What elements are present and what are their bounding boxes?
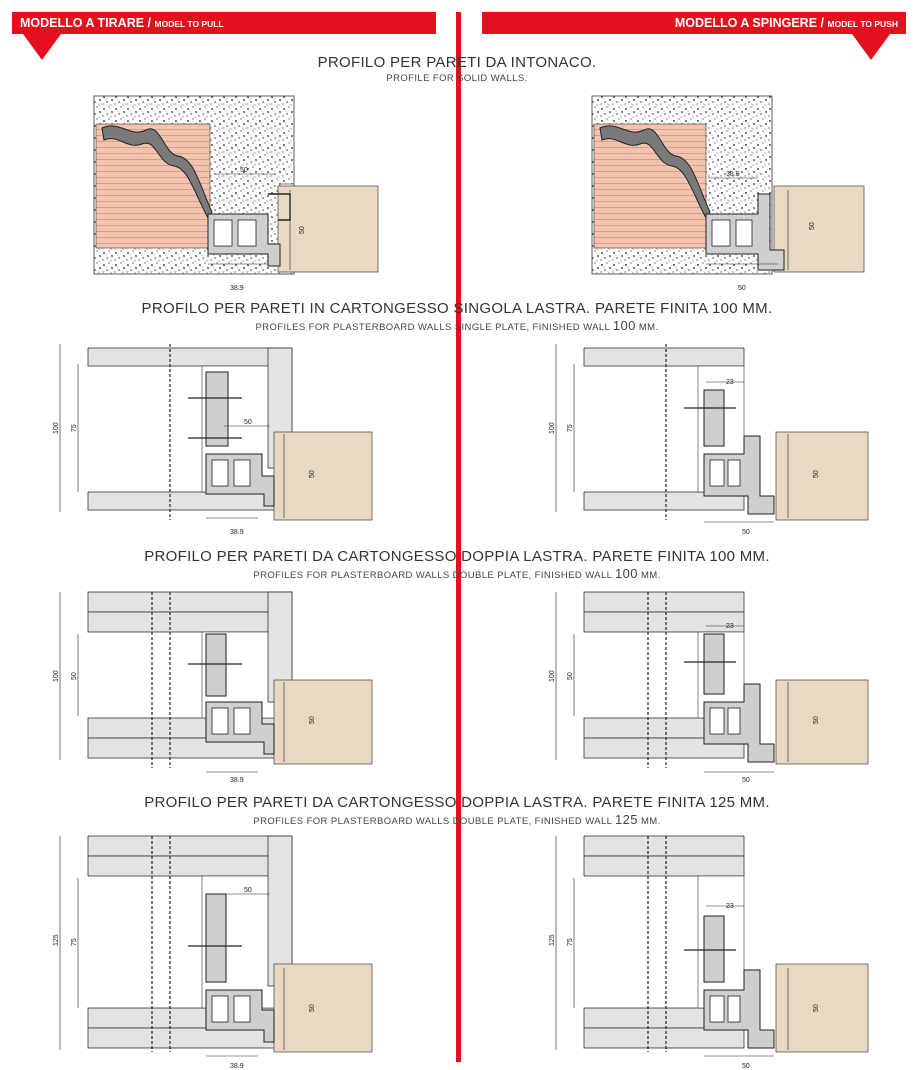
section-3-subtitle-size: 100 [615,566,638,581]
dim-50-side: 50 [813,716,820,724]
dim-38-9: 38.9 [230,285,244,292]
diagram-double-plate-100-pull [52,590,372,790]
section-1-title: PROFILO PER PARETI DA INTONACO. [317,54,597,71]
dim-100: 100 [53,422,60,434]
diagram-double-plate-100-push [548,590,868,790]
dim-100: 100 [53,670,60,682]
section-1-subtitle-text: PROFILE FOR SOLID WALLS. [386,73,528,84]
dim-50-top: 50 [240,167,248,174]
section-3-subtitle [0,566,914,581]
center-divider [456,12,461,1062]
dim-50-side: 50 [309,716,316,724]
dim-100: 100 [549,670,556,682]
dim-125: 125 [549,934,556,946]
section-2-title: PROFILO PER PARETI IN CARTONGESSO SINGOLA LASTRA. PARETE FINITA 100 MM. [141,300,773,317]
dim-75: 75 [567,938,574,946]
dim-23: 23 [726,623,734,630]
diagram-double-plate-125-pull [52,834,372,1070]
banner-model-to-pull [12,12,436,34]
section-3-subtitle-text: PROFILES FOR PLASTERBOARD WALLS DOUBLE PLATE, FINISHED WALL [253,570,612,581]
section-3-subtitle-unit: MM. [640,570,661,581]
dim-75: 75 [567,424,574,432]
section-4-subtitle [0,812,914,827]
dim-125: 125 [53,934,60,946]
diagram-solid-wall-pull [90,94,370,294]
dim-75: 75 [71,938,78,946]
section-1-subtitle [0,73,914,84]
dim-50-bottom: 50 [742,529,750,536]
banner-right-sub: MODEL TO PUSH [827,19,898,29]
dim-23: 23 [726,903,734,910]
section-4-subtitle-unit: MM. [640,816,661,827]
banner-left-sub: MODEL TO PULL [154,19,224,29]
banner-right-main: MODELLO A SPINGERE / [674,16,824,30]
dim-50-top: 50 [244,887,252,894]
banner-left-main: MODELLO A TIRARE / [20,16,152,30]
dim-50-side: 50 [813,1004,820,1012]
section-2-subtitle-text: PROFILES FOR PLASTERBOARD WALLS SINGLE PLATE, FINISHED WALL [255,322,610,333]
dim-50-inner: 50 [71,672,78,680]
section-4-title: PROFILO PER PARETI DA CARTONGESSO DOPPIA LASTRA. PARETE FINITA 125 MM. [144,794,770,811]
diagram-single-plate-push [548,342,868,542]
dim-38-9-top: 38.9 [726,171,740,178]
dim-50-inner: 50 [567,672,574,680]
dim-100: 100 [549,422,556,434]
dim-50-side: 50 [309,470,316,478]
section-2-subtitle-size: 100 [612,318,636,333]
dim-50-side: 50 [813,470,820,478]
dim-38-9: 38.9 [230,529,244,536]
dim-38-9: 38.9 [230,777,244,784]
section-2-subtitle [0,318,914,333]
dim-50-mid: 50 [244,419,252,426]
dim-50-side: 50 [809,222,816,230]
dim-50-side: 50 [309,1004,316,1012]
section-2-subtitle-unit: MM. [638,322,659,333]
section-4-subtitle-text: PROFILES FOR PLASTERBOARD WALLS DOUBLE PLATE, FINISHED WALL [253,816,612,827]
dim-75: 75 [71,424,78,432]
diagram-solid-wall-push [588,94,868,294]
banner-model-to-push [482,12,906,34]
dim-50-bottom: 50 [742,1063,750,1070]
dim-38-9: 38.9 [230,1063,244,1070]
dim-50-side: 50 [299,226,306,234]
dim-50-bottom: 50 [738,285,746,292]
section-3-title: PROFILO PER PARETI DA CARTONGESSO DOPPIA LASTRA. PARETE FINITA 100 MM. [144,548,770,565]
section-4-subtitle-size: 125 [615,812,638,827]
dim-23: 23 [726,379,734,386]
dim-50-bottom: 50 [742,777,750,784]
diagram-single-plate-pull [52,342,372,542]
diagram-double-plate-125-push [548,834,868,1070]
